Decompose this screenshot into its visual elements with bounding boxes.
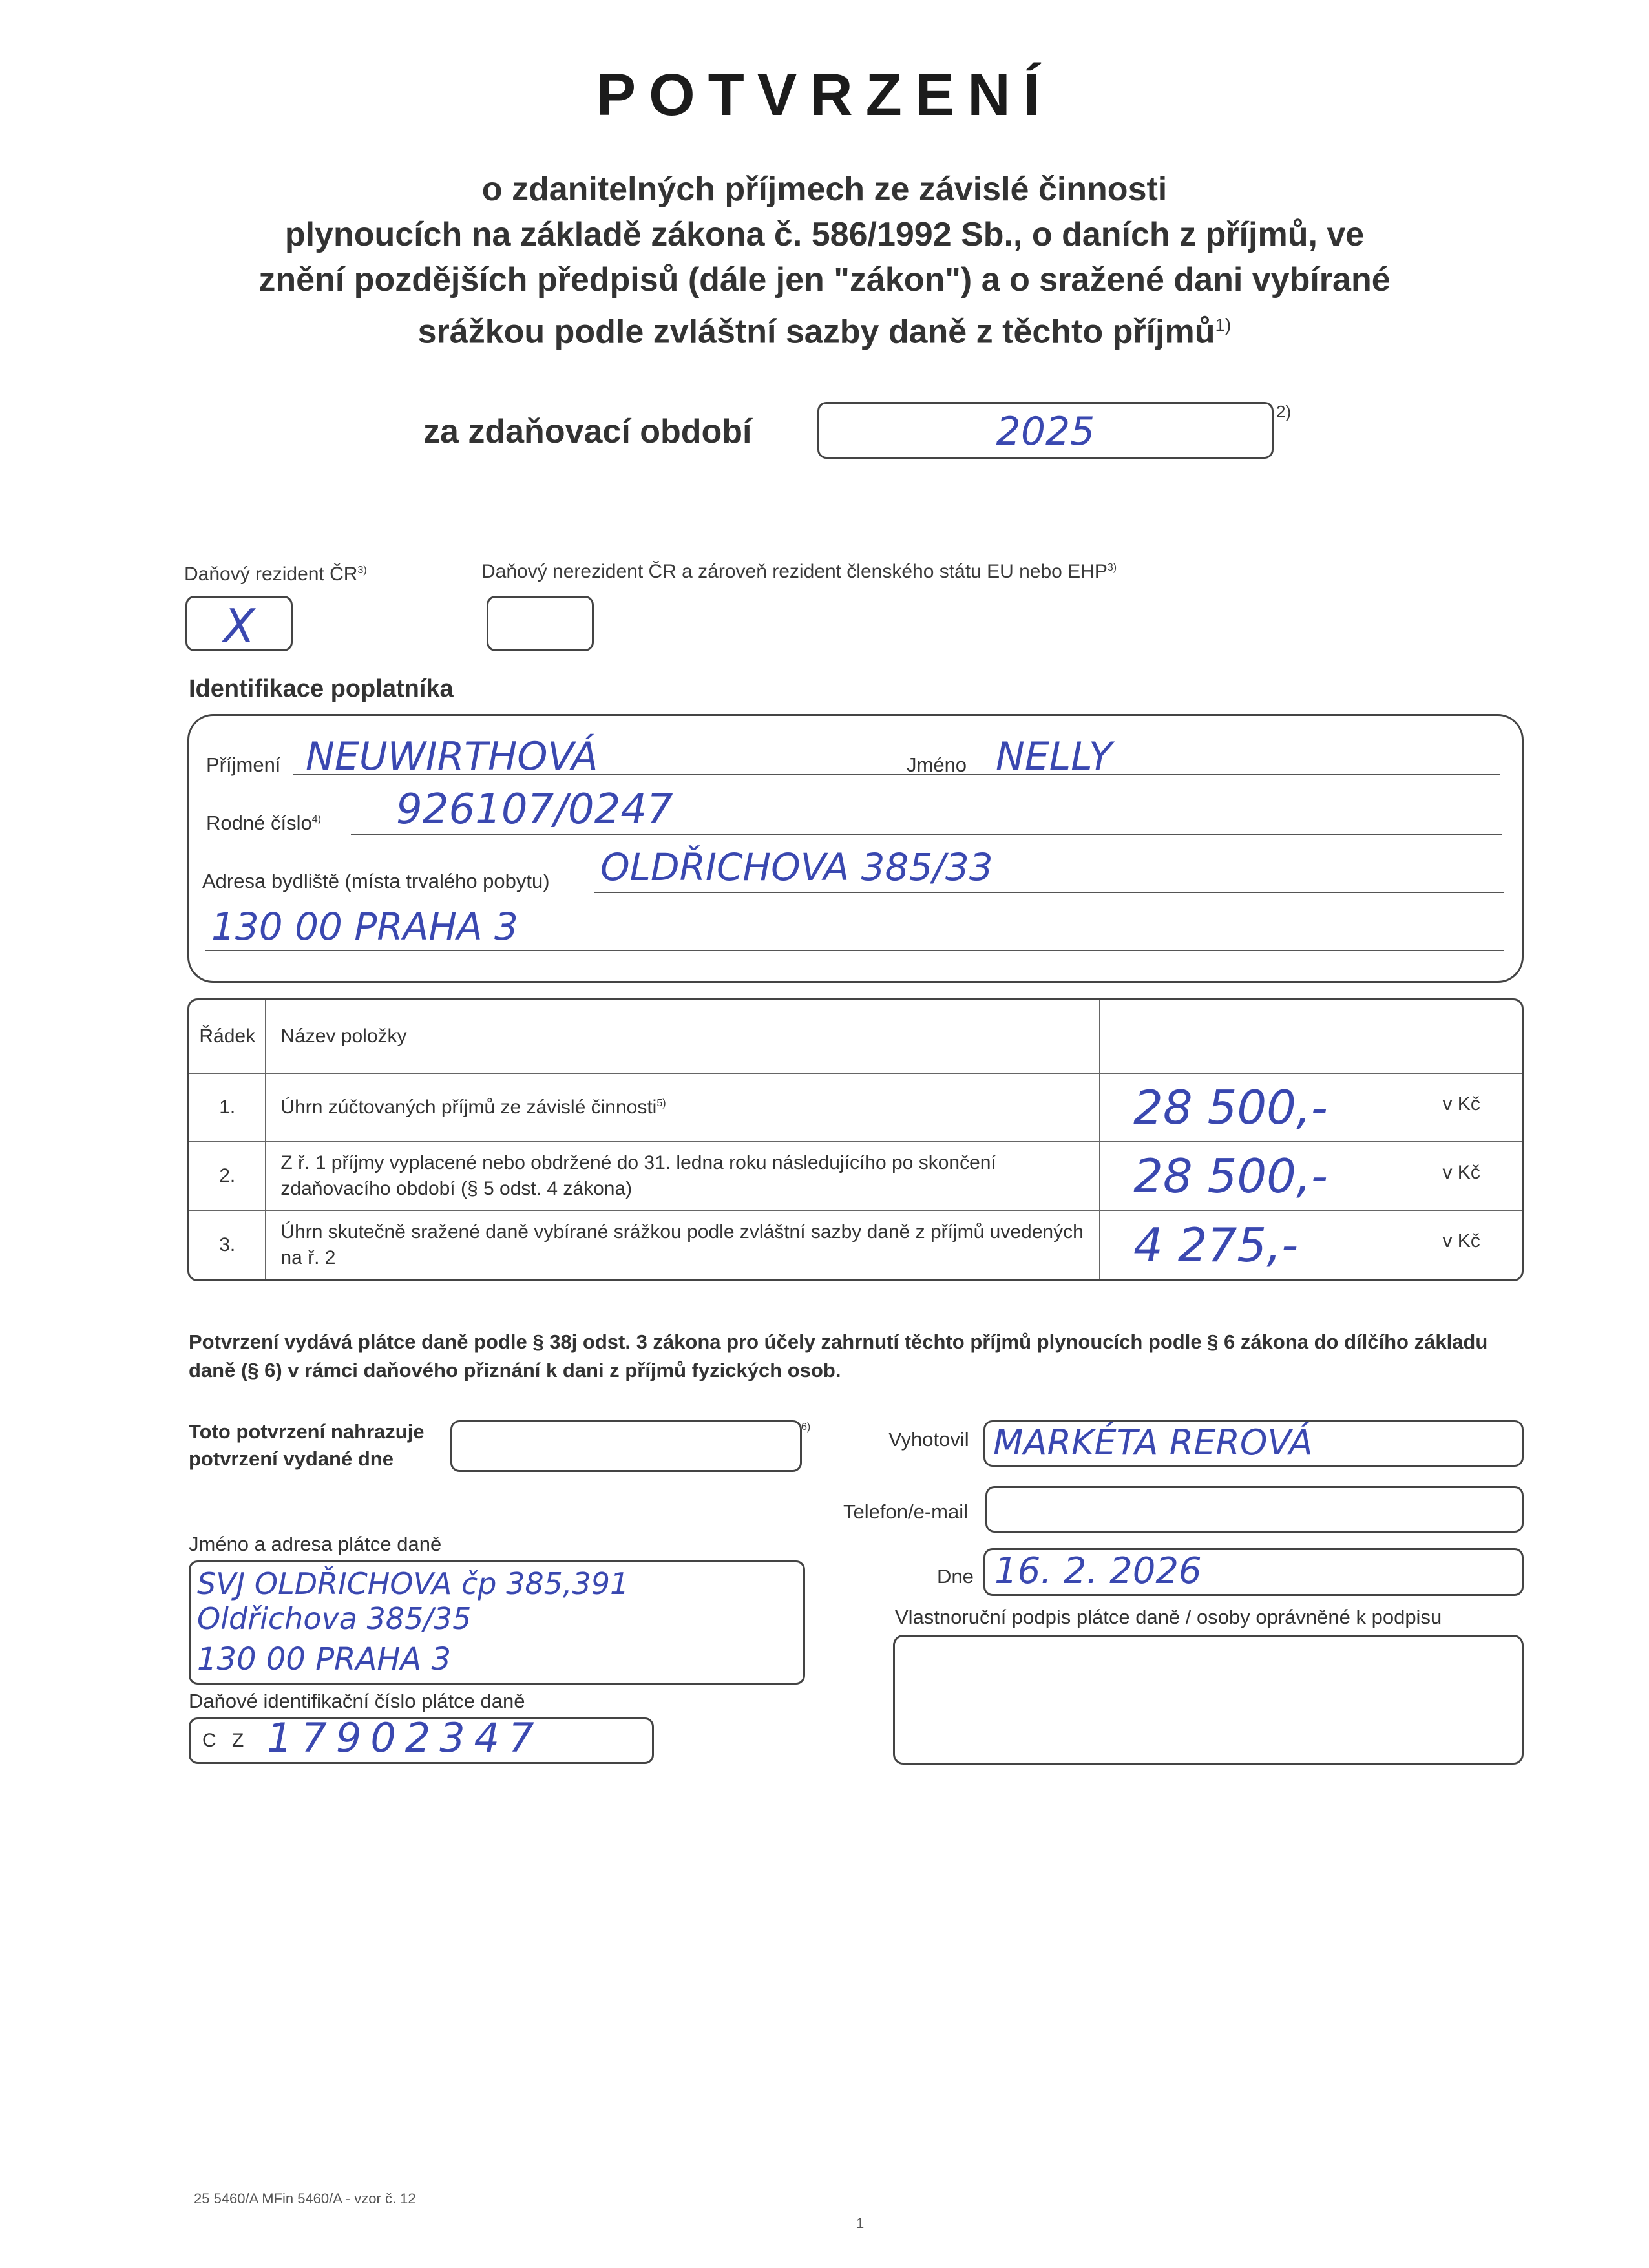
row-value-field[interactable]	[1100, 1210, 1442, 1279]
nonresident-label	[481, 561, 1117, 583]
taxpayer-section-title: Identifikace poplatníka	[189, 675, 454, 702]
address-field-line1[interactable]	[594, 845, 1504, 893]
row-number: 2.	[189, 1142, 266, 1210]
name-label: Jméno	[907, 753, 967, 776]
table-row	[189, 1142, 1522, 1210]
prepared-by-field[interactable]	[983, 1420, 1524, 1467]
payer-dic-value: 17902347	[267, 1714, 543, 1761]
prepared-by-value: MARKÉTA REROVÁ	[993, 1422, 1313, 1463]
period-value: 2025	[996, 409, 1095, 454]
replacement-date-field[interactable]	[450, 1420, 802, 1472]
items-table	[187, 998, 1524, 1281]
page-number: 1	[856, 2215, 865, 2231]
payer-label: Jméno a adresa plátce daně	[189, 1533, 442, 1555]
subtitle-line	[162, 302, 1487, 354]
footnote-ref: 3)	[357, 565, 367, 576]
footnote-ref: 3)	[1107, 562, 1117, 573]
signature-label: Vlastnoruční podpis plátce daně / osoby oprávněné k podpisu	[895, 1606, 1442, 1628]
table-header-item-name: Název položky	[266, 1000, 1100, 1073]
page-subtitle	[162, 167, 1487, 354]
name-value: NELLY	[996, 734, 1113, 779]
row-value: 4 275,-	[1133, 1218, 1299, 1273]
surname-value: NEUWIRTHOVÁ	[306, 734, 598, 779]
resident-mark: X	[223, 599, 255, 653]
table-row	[189, 1073, 1522, 1142]
row-text: Z ř. 1 příjmy vyplacené nebo obdržené do 31. ledna roku následujícího po skončení zdaňovacího období (§ 5 odst. 4 zákona)	[266, 1142, 1100, 1210]
row-unit: v Kč	[1442, 1210, 1522, 1279]
row-text-content: Úhrn zúčtovaných příjmů ze závislé činnosti	[280, 1096, 657, 1118]
resident-label	[184, 563, 367, 585]
payer-address-field[interactable]	[189, 1560, 805, 1685]
replacement-label-line: Toto potvrzení nahrazuje	[189, 1420, 425, 1443]
period-note: 2)	[1276, 402, 1292, 421]
birth-number-value: 926107/0247	[396, 786, 673, 834]
footnote-ref: 4)	[311, 814, 321, 825]
period-field[interactable]	[817, 402, 1274, 459]
payer-line2: Oldřichova 385/35	[197, 1601, 472, 1636]
payer-line3: 130 00 PRAHA 3	[197, 1641, 452, 1677]
subtitle-line: znění pozdějších předpisů (dále jen "zákon") a o sražené dani vybírané	[258, 261, 1391, 299]
row-value-field[interactable]	[1100, 1142, 1442, 1210]
date-label: Dne	[937, 1565, 974, 1588]
subtitle-line-text: srážkou podle zvláštní sazby daně z těchto příjmů	[417, 313, 1215, 351]
row-unit: v Kč	[1442, 1142, 1522, 1210]
date-value: 16. 2. 2026	[994, 1550, 1202, 1592]
taxpayer-box	[187, 714, 1524, 983]
birth-number-label-text: Rodné číslo	[206, 812, 312, 834]
table-header-row-number: Řádek	[189, 1000, 266, 1073]
subtitle-line: plynoucích na základě zákona č. 586/1992 Sb., o daních z příjmů, ve	[284, 216, 1365, 253]
row-text	[266, 1073, 1100, 1142]
signature-field[interactable]	[893, 1635, 1524, 1765]
address-value-line1: OLDŘICHOVA 385/33	[600, 845, 993, 889]
date-field[interactable]	[983, 1548, 1524, 1596]
replacement-label-line: potvrzení vydané dne	[189, 1447, 394, 1470]
birth-number-label	[206, 812, 321, 835]
row-number: 3.	[189, 1210, 266, 1279]
footnote-ref: 1)	[1215, 315, 1232, 335]
resident-checkbox[interactable]	[185, 596, 293, 651]
payer-line1: SVJ OLDŘICHOVA čp 385,391	[197, 1566, 629, 1601]
surname-label: Příjmení	[206, 753, 281, 776]
page-title: POTVRZENÍ	[596, 62, 1053, 128]
form-code: 25 5460/A MFin 5460/A - vzor č. 12	[194, 2190, 416, 2207]
birth-number-field[interactable]	[351, 788, 1502, 835]
address-value-line2: 130 00 PRAHA 3	[211, 905, 518, 949]
statement-text: Potvrzení vydává plátce daně podle § 38j odst. 3 zákona pro účely zahrnutí těchto příjmů plynoucích podle § 6 zákona do dílčího základu daně (§ 6) v rámci daňového přiznání k dani z příjmů fyzických osob.	[189, 1330, 1488, 1381]
subtitle-line: o zdanitelných příjmech ze závislé činnosti	[481, 171, 1168, 208]
name-field[interactable]	[989, 734, 1500, 779]
row-value-field[interactable]	[1100, 1073, 1442, 1142]
replacement-note: 6)	[801, 1422, 811, 1433]
period-label: za zdaňovací období	[423, 413, 752, 450]
footnote-ref: 5)	[656, 1097, 666, 1109]
payer-dic-prefix: C Z	[202, 1730, 249, 1751]
table-row	[189, 1210, 1522, 1279]
address-field-line2[interactable]	[205, 903, 1504, 951]
nonresident-checkbox[interactable]	[487, 596, 594, 651]
payer-dic-label: Daňové identifikační číslo plátce daně	[189, 1690, 525, 1712]
row-number: 1.	[189, 1073, 266, 1142]
address-label: Adresa bydliště (místa trvalého pobytu)	[202, 870, 550, 892]
row-value: 28 500,-	[1133, 1149, 1328, 1204]
contact-label: Telefon/e-mail	[843, 1500, 968, 1523]
contact-field[interactable]	[985, 1486, 1524, 1533]
nonresident-label-text: Daňový nerezident ČR a zároveň rezident členského státu EU nebo EHP	[481, 561, 1108, 582]
prepared-by-label: Vyhotovil	[888, 1428, 969, 1451]
table-header-value	[1100, 1000, 1522, 1073]
row-text: Úhrn skutečně sražené daně vybírané srážkou podle zvláštní sazby daně z příjmů uvedených na ř. 2	[266, 1210, 1100, 1279]
row-unit: v Kč	[1442, 1073, 1522, 1142]
resident-label-text: Daňový rezident ČR	[184, 563, 358, 585]
replacement-label	[189, 1418, 425, 1473]
payer-dic-field[interactable]	[189, 1714, 654, 1764]
row-value: 28 500,-	[1133, 1080, 1328, 1135]
